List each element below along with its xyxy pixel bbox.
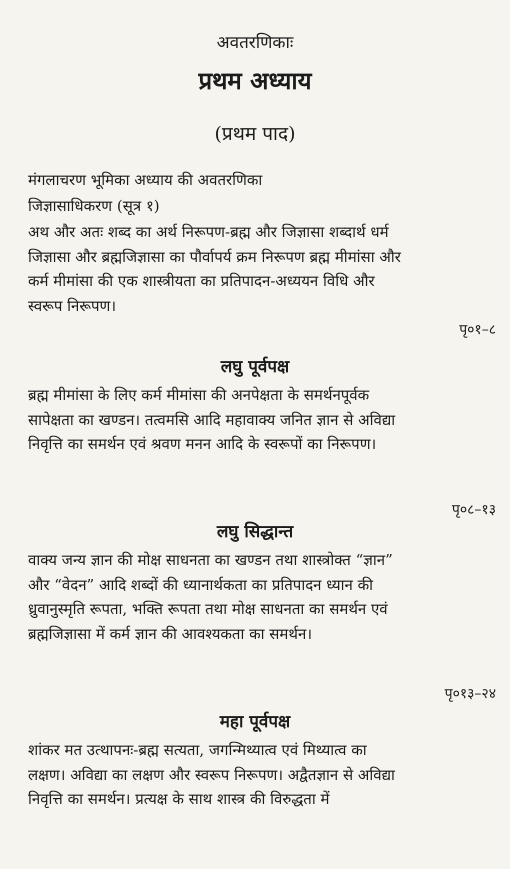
section-text: वाक्य जन्य ज्ञान की मोक्ष साधनता का खण्डन तथा शास्त्रोक्त “ज्ञान” और “वेदन” आदि शब्दों की ध्यानार्थकता का प्रतिपादन ध्यान की ध्रुवानुस्मृति रूपता, भक्ति रूपता तथा मोक्ष साधनता का समर्थन एवं ब्रह्मजिज्ञासा में कर्म ज्ञान की आवश्यकता का समर्थन। (28, 551, 393, 643)
section-text: ब्रह्म मीमांसा के लिए कर्म मीमांसा की अनपेक्षता के समर्थनपूर्वक सापेक्षता का खण्डन। तत्वमसि आदि महावाक्य जनित ज्ञान से अविद्या निवृत्ति का समर्थन एवं श्रवण मनन आदि के स्वरूपों का निरूपण। (28, 386, 396, 453)
section-text: शांकर मत उत्थापनः-ब्रह्म सत्यता, जगन्मिथ्यात्व एवं मिथ्यात्व का लक्षण। अविद्या का लक्षण और स्वरूप निरूपण। अद्वैतज्ञान से अविद्या निवृत्ति का समर्थन। प्रत्यक्ष के साथ शास्त्र की विरुद्धता में (28, 741, 395, 808)
chapter-title: प्रथम अध्याय (198, 66, 312, 95)
page-reference: पृ०१–८ (459, 322, 496, 338)
section-heading: लघु पूर्वपक्ष (220, 357, 290, 377)
section-heading: मंगलाचरण भूमिका अध्याय की अवतरणिका (28, 171, 263, 189)
page-reference: पृ०८–१३ (451, 502, 496, 518)
part-title: (प्रथम पाद) (214, 123, 296, 145)
top-title: अवतरणिकाः (216, 33, 294, 53)
section-subheading: जिज्ञासाधिकरण (सूत्र १) (28, 197, 160, 215)
page-reference: पृ०१३–२४ (444, 686, 496, 702)
section-text: अथ और अतः शब्द का अर्थ निरूपण-ब्रह्म और जिज्ञासा शब्दार्थ धर्म जिज्ञासा और ब्रह्मजिज्ञासा का पौर्वापर्य क्रम निरूपण ब्रह्म मीमांसा और कर्म मीमांसा की एक शास्त्रीयता का प्रतिपादन-अध्ययन विधि और स्वरूप निरूपण। (28, 223, 401, 315)
section-heading: महा पूर्वपक्ष (219, 712, 291, 732)
section-heading: लघु सिद्धान्त (216, 522, 294, 542)
